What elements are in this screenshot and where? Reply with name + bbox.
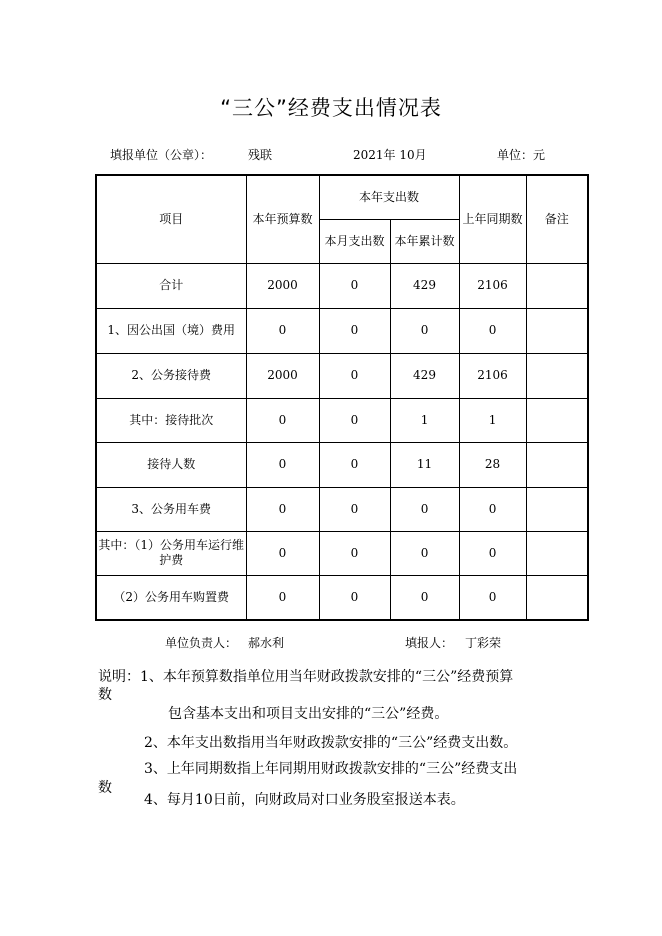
row-label: 3、公务用车费 [96,487,246,531]
cell-cumulative: 0 [390,575,459,620]
cell-cumulative: 429 [390,263,459,308]
table-row [96,487,588,531]
row-label: 合计 [96,263,246,308]
cell-cumulative: 1 [390,398,459,442]
currency-unit: 单位：元 [497,148,546,162]
page-title: “三公”经费支出情况表 [220,96,442,120]
filler-name: 丁彩荣 [465,636,502,650]
cell-cumulative: 429 [390,353,459,398]
note-line-1-cont: 包含基本支出和项目支出安排的“三公”经费。 [168,706,449,722]
cell-month: 0 [319,353,390,398]
cell-remark [526,442,588,487]
expense-table [95,174,589,621]
table-row [96,353,588,398]
note-line-4: 4、每月10日前，向财政局对口业务股室报送本表。 [144,792,465,808]
cell-budget: 2000 [246,353,319,398]
row-label: 1、因公出国（境）费用 [96,308,246,353]
cell-remark [526,398,588,442]
header-remark: 备注 [526,175,588,263]
cell-budget: 0 [246,575,319,620]
table-row [96,308,588,353]
note-line-3: 3、上年同期数指上年同期用财政拨款安排的“三公”经费支出 [144,761,518,777]
report-period: 2021年 10月 [353,148,427,162]
cell-last-year: 1 [459,398,526,442]
header-budget: 本年预算数 [246,175,319,263]
header-month: 本月支出数 [319,219,390,263]
row-label: 其中：（1）公务用车运行维护费 [96,531,246,575]
filler-label: 填报人： [405,636,454,650]
header-this-year: 本年支出数 [319,175,459,219]
cell-month: 0 [319,308,390,353]
cell-month: 0 [319,487,390,531]
cell-last-year: 0 [459,531,526,575]
cell-last-year: 28 [459,442,526,487]
table-row [96,442,588,487]
row-label: 2、公务接待费 [96,353,246,398]
row-label: （2）公务用车购置费 [96,575,246,620]
unit-label: 填报单位（公章）： [110,148,213,162]
row-label: 其中：接待批次 [96,398,246,442]
note-clipped-glyph-2: 数 [98,780,112,796]
cell-month: 0 [319,398,390,442]
table-row [96,398,588,442]
unit-name: 残联 [248,148,273,162]
cell-cumulative: 0 [390,531,459,575]
cell-remark [526,575,588,620]
cell-remark [526,487,588,531]
cell-last-year: 0 [459,487,526,531]
cell-budget: 0 [246,487,319,531]
header-last-year: 上年同期数 [459,175,526,263]
note-line-2: 2、本年支出数指用当年财政拨款安排的“三公”经费支出数。 [144,735,518,751]
header-item: 项目 [96,175,246,263]
cell-last-year: 2106 [459,353,526,398]
cell-cumulative: 0 [390,308,459,353]
cell-budget: 0 [246,531,319,575]
cell-remark [526,308,588,353]
cell-budget: 0 [246,442,319,487]
leader-name: 郝水利 [248,636,285,650]
cell-month: 0 [319,442,390,487]
cell-month: 0 [319,575,390,620]
cell-remark [526,531,588,575]
cell-month: 0 [319,531,390,575]
table-row [96,575,588,620]
leader-label: 单位负责人： [165,636,238,650]
cell-budget: 0 [246,398,319,442]
table-row [96,263,588,308]
cell-cumulative: 0 [390,487,459,531]
cell-cumulative: 11 [390,442,459,487]
row-label: 接待人数 [96,442,246,487]
note-clipped-glyph: 数 [98,687,112,703]
header-cumulative: 本年累计数 [390,219,459,263]
cell-last-year: 0 [459,308,526,353]
cell-remark [526,353,588,398]
cell-budget: 2000 [246,263,319,308]
cell-last-year: 0 [459,575,526,620]
cell-remark [526,263,588,308]
cell-month: 0 [319,263,390,308]
cell-last-year: 2106 [459,263,526,308]
table-row [96,531,588,575]
note-line-1: 说明：1、本年预算数指单位用当年财政拨款安排的“三公”经费预算 [98,669,514,685]
cell-budget: 0 [246,308,319,353]
